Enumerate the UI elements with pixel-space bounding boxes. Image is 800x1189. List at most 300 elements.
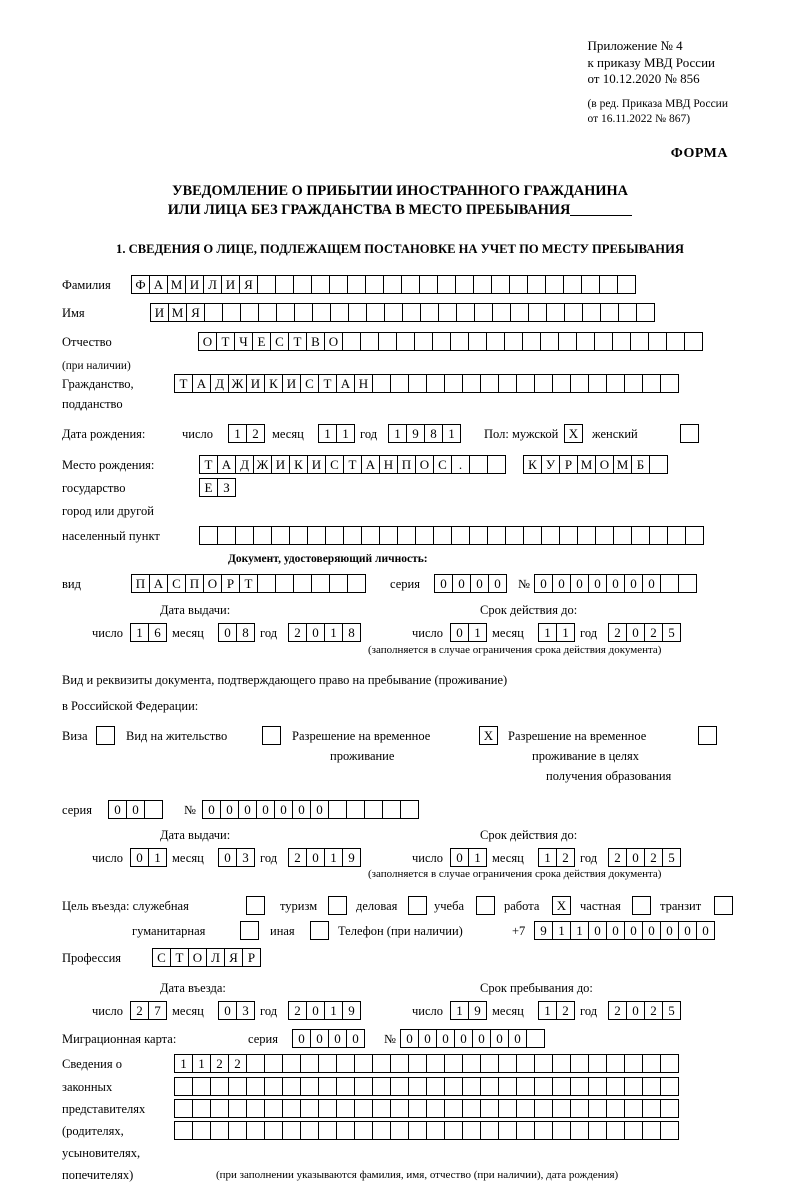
char-cell[interactable] <box>698 726 717 745</box>
field-perm-valid-day[interactable] <box>450 848 486 867</box>
char-cell[interactable] <box>570 1054 589 1073</box>
char-cell[interactable]: Е <box>199 478 218 497</box>
char-cell[interactable] <box>372 1054 391 1073</box>
char-cell[interactable]: У <box>541 455 560 474</box>
char-cell[interactable] <box>509 275 528 294</box>
char-cell[interactable] <box>678 574 697 593</box>
char-cell[interactable]: 0 <box>310 1029 329 1048</box>
char-cell[interactable]: К <box>289 455 308 474</box>
char-cell[interactable] <box>264 1099 283 1118</box>
char-cell[interactable]: Л <box>203 275 222 294</box>
char-cell[interactable] <box>396 332 415 351</box>
char-cell[interactable] <box>383 275 402 294</box>
char-cell[interactable]: О <box>595 455 614 474</box>
char-cell[interactable] <box>397 526 416 545</box>
char-cell[interactable] <box>426 1077 445 1096</box>
field-doc-issue-month[interactable] <box>218 623 254 642</box>
char-cell[interactable]: Х <box>552 896 571 915</box>
char-cell[interactable] <box>444 1077 463 1096</box>
field-doc-issue-day[interactable] <box>130 623 166 642</box>
char-cell[interactable]: 0 <box>218 848 237 867</box>
char-cell[interactable]: 0 <box>450 623 469 642</box>
char-cell[interactable] <box>462 1099 481 1118</box>
char-cell[interactable] <box>246 1077 265 1096</box>
char-cell[interactable] <box>642 1077 661 1096</box>
char-cell[interactable] <box>498 1054 517 1073</box>
char-cell[interactable] <box>300 1054 319 1073</box>
char-cell[interactable]: О <box>198 332 217 351</box>
char-cell[interactable]: 0 <box>606 921 625 940</box>
char-cell[interactable] <box>577 526 596 545</box>
char-cell[interactable]: 0 <box>454 1029 473 1048</box>
field-stay-year[interactable] <box>608 1001 680 1020</box>
char-cell[interactable]: С <box>270 332 289 351</box>
char-cell[interactable] <box>498 1121 517 1140</box>
char-cell[interactable] <box>419 275 438 294</box>
char-cell[interactable] <box>667 526 686 545</box>
char-cell[interactable]: И <box>185 275 204 294</box>
char-cell[interactable]: Р <box>221 574 240 593</box>
char-cell[interactable] <box>480 1121 499 1140</box>
char-cell[interactable]: 1 <box>324 623 343 642</box>
char-cell[interactable]: 0 <box>626 623 645 642</box>
char-cell[interactable] <box>559 526 578 545</box>
char-cell[interactable] <box>364 800 383 819</box>
char-cell[interactable]: О <box>415 455 434 474</box>
field-doc-series[interactable] <box>434 574 506 593</box>
char-cell[interactable] <box>606 1077 625 1096</box>
char-cell[interactable] <box>271 526 290 545</box>
char-cell[interactable] <box>474 303 493 322</box>
char-cell[interactable]: 0 <box>588 574 607 593</box>
char-cell[interactable]: Н <box>379 455 398 474</box>
char-cell[interactable] <box>293 574 312 593</box>
char-cell[interactable] <box>476 896 495 915</box>
char-cell[interactable]: 1 <box>552 921 571 940</box>
char-cell[interactable]: М <box>613 455 632 474</box>
char-cell[interactable]: 9 <box>468 1001 487 1020</box>
char-cell[interactable] <box>240 921 259 940</box>
checkbox-residence-permit[interactable] <box>262 726 280 745</box>
char-cell[interactable] <box>624 374 643 393</box>
char-cell[interactable]: 5 <box>662 1001 681 1020</box>
char-cell[interactable] <box>534 1054 553 1073</box>
char-cell[interactable]: 2 <box>210 1054 229 1073</box>
char-cell[interactable] <box>505 526 524 545</box>
checkbox-purpose-business[interactable] <box>408 896 426 915</box>
char-cell[interactable]: В <box>306 332 325 351</box>
char-cell[interactable]: И <box>150 303 169 322</box>
char-cell[interactable] <box>534 1099 553 1118</box>
char-cell[interactable]: 2 <box>228 1054 247 1073</box>
char-cell[interactable] <box>275 574 294 593</box>
field-perm-issue-year[interactable] <box>288 848 360 867</box>
char-cell[interactable] <box>414 332 433 351</box>
char-cell[interactable] <box>408 1077 427 1096</box>
char-cell[interactable] <box>680 424 699 443</box>
char-cell[interactable] <box>631 526 650 545</box>
char-cell[interactable] <box>624 1099 643 1118</box>
char-cell[interactable]: 8 <box>424 424 443 443</box>
char-cell[interactable]: 0 <box>588 921 607 940</box>
char-cell[interactable]: 0 <box>108 800 127 819</box>
char-cell[interactable] <box>649 455 668 474</box>
char-cell[interactable] <box>354 1099 373 1118</box>
char-cell[interactable]: А <box>217 455 236 474</box>
char-cell[interactable] <box>462 1121 481 1140</box>
char-cell[interactable]: 5 <box>662 848 681 867</box>
char-cell[interactable] <box>329 574 348 593</box>
char-cell[interactable] <box>401 275 420 294</box>
field-perm-valid-month[interactable] <box>538 848 574 867</box>
char-cell[interactable] <box>666 332 685 351</box>
char-cell[interactable] <box>382 800 401 819</box>
char-cell[interactable] <box>588 1077 607 1096</box>
char-cell[interactable]: 0 <box>626 1001 645 1020</box>
char-cell[interactable] <box>390 1077 409 1096</box>
char-cell[interactable] <box>330 303 349 322</box>
char-cell[interactable] <box>372 1077 391 1096</box>
char-cell[interactable]: 1 <box>538 623 557 642</box>
char-cell[interactable] <box>433 526 452 545</box>
char-cell[interactable] <box>300 1099 319 1118</box>
char-cell[interactable] <box>552 374 571 393</box>
char-cell[interactable] <box>522 332 541 351</box>
char-cell[interactable]: 0 <box>642 921 661 940</box>
char-cell[interactable]: 1 <box>324 1001 343 1020</box>
char-cell[interactable] <box>648 332 667 351</box>
char-cell[interactable] <box>325 526 344 545</box>
char-cell[interactable]: 8 <box>342 623 361 642</box>
field-birth-day[interactable] <box>228 424 264 443</box>
char-cell[interactable] <box>606 374 625 393</box>
char-cell[interactable] <box>444 1054 463 1073</box>
char-cell[interactable] <box>275 275 294 294</box>
char-cell[interactable]: С <box>300 374 319 393</box>
char-cell[interactable] <box>228 1077 247 1096</box>
char-cell[interactable] <box>384 303 403 322</box>
char-cell[interactable]: О <box>188 948 207 967</box>
char-cell[interactable] <box>365 275 384 294</box>
char-cell[interactable] <box>516 1054 535 1073</box>
char-cell[interactable] <box>372 1121 391 1140</box>
char-cell[interactable]: Т <box>239 574 258 593</box>
char-cell[interactable]: 0 <box>256 800 275 819</box>
char-cell[interactable] <box>558 332 577 351</box>
char-cell[interactable] <box>276 303 295 322</box>
char-cell[interactable] <box>378 332 397 351</box>
char-cell[interactable] <box>468 332 487 351</box>
char-cell[interactable] <box>264 1077 283 1096</box>
char-cell[interactable]: 2 <box>608 1001 627 1020</box>
field-birth-year[interactable] <box>388 424 460 443</box>
char-cell[interactable] <box>420 303 439 322</box>
char-cell[interactable] <box>469 455 488 474</box>
char-cell[interactable]: А <box>149 275 168 294</box>
char-cell[interactable]: 0 <box>696 921 715 940</box>
char-cell[interactable] <box>630 332 649 351</box>
field-profession[interactable] <box>152 948 260 967</box>
char-cell[interactable]: 0 <box>452 574 471 593</box>
char-cell[interactable]: 8 <box>236 623 255 642</box>
char-cell[interactable] <box>462 374 481 393</box>
char-cell[interactable]: 1 <box>336 424 355 443</box>
char-cell[interactable] <box>264 1054 283 1073</box>
char-cell[interactable] <box>642 1099 661 1118</box>
char-cell[interactable] <box>660 574 679 593</box>
char-cell[interactable] <box>444 1099 463 1118</box>
char-cell[interactable] <box>174 1077 193 1096</box>
char-cell[interactable]: 1 <box>318 424 337 443</box>
char-cell[interactable]: И <box>246 374 265 393</box>
char-cell[interactable]: Н <box>354 374 373 393</box>
char-cell[interactable] <box>144 800 163 819</box>
field-entry-month[interactable] <box>218 1001 254 1020</box>
field-perm-series[interactable] <box>108 800 162 819</box>
char-cell[interactable] <box>642 1054 661 1073</box>
field-birth-month[interactable] <box>318 424 354 443</box>
char-cell[interactable]: 0 <box>606 574 625 593</box>
char-cell[interactable] <box>649 526 668 545</box>
char-cell[interactable]: О <box>324 332 343 351</box>
char-cell[interactable] <box>552 1054 571 1073</box>
checkbox-sex-male[interactable] <box>564 424 582 443</box>
char-cell[interactable] <box>222 303 241 322</box>
char-cell[interactable] <box>450 332 469 351</box>
char-cell[interactable] <box>282 1054 301 1073</box>
checkbox-purpose-transit[interactable] <box>714 896 732 915</box>
char-cell[interactable]: 1 <box>442 424 461 443</box>
char-cell[interactable] <box>432 332 451 351</box>
char-cell[interactable] <box>312 303 331 322</box>
char-cell[interactable] <box>594 332 613 351</box>
char-cell[interactable] <box>310 921 329 940</box>
char-cell[interactable] <box>328 800 347 819</box>
char-cell[interactable] <box>487 455 506 474</box>
char-cell[interactable] <box>253 526 272 545</box>
char-cell[interactable]: Р <box>559 455 578 474</box>
char-cell[interactable] <box>343 526 362 545</box>
char-cell[interactable] <box>246 1099 265 1118</box>
char-cell[interactable]: 0 <box>624 921 643 940</box>
field-birth-place-city-b[interactable] <box>523 455 667 474</box>
char-cell[interactable] <box>480 1077 499 1096</box>
char-cell[interactable] <box>498 374 517 393</box>
char-cell[interactable]: 0 <box>306 848 325 867</box>
char-cell[interactable] <box>336 1099 355 1118</box>
char-cell[interactable] <box>564 303 583 322</box>
char-cell[interactable] <box>642 374 661 393</box>
char-cell[interactable]: 6 <box>148 623 167 642</box>
char-cell[interactable] <box>342 332 361 351</box>
char-cell[interactable] <box>528 303 547 322</box>
char-cell[interactable]: Я <box>224 948 243 967</box>
char-cell[interactable] <box>606 1099 625 1118</box>
char-cell[interactable] <box>282 1121 301 1140</box>
char-cell[interactable]: 0 <box>218 623 237 642</box>
char-cell[interactable] <box>235 526 254 545</box>
char-cell[interactable]: 1 <box>538 1001 557 1020</box>
char-cell[interactable]: Ч <box>234 332 253 351</box>
char-cell[interactable]: Д <box>235 455 254 474</box>
checkbox-temp-residence[interactable] <box>479 726 497 745</box>
char-cell[interactable]: 0 <box>418 1029 437 1048</box>
checkbox-purpose-service[interactable] <box>246 896 264 915</box>
char-cell[interactable]: 9 <box>406 424 425 443</box>
field-perm-issue-month[interactable] <box>218 848 254 867</box>
char-cell[interactable]: 1 <box>388 424 407 443</box>
char-cell[interactable] <box>246 896 265 915</box>
char-cell[interactable] <box>546 303 565 322</box>
char-cell[interactable]: Т <box>216 332 235 351</box>
char-cell[interactable]: 1 <box>468 623 487 642</box>
char-cell[interactable]: 2 <box>644 848 663 867</box>
char-cell[interactable] <box>294 303 313 322</box>
char-cell[interactable] <box>516 1077 535 1096</box>
char-cell[interactable] <box>714 896 733 915</box>
char-cell[interactable] <box>516 374 535 393</box>
char-cell[interactable] <box>480 1054 499 1073</box>
char-cell[interactable]: 0 <box>488 574 507 593</box>
char-cell[interactable] <box>390 1054 409 1073</box>
char-cell[interactable]: О <box>203 574 222 593</box>
char-cell[interactable] <box>348 303 367 322</box>
char-cell[interactable] <box>426 1054 445 1073</box>
char-cell[interactable]: 0 <box>274 800 293 819</box>
char-cell[interactable] <box>516 1121 535 1140</box>
char-cell[interactable] <box>473 275 492 294</box>
char-cell[interactable]: 0 <box>490 1029 509 1048</box>
char-cell[interactable] <box>282 1077 301 1096</box>
char-cell[interactable]: 1 <box>174 1054 193 1073</box>
char-cell[interactable] <box>96 726 115 745</box>
char-cell[interactable]: М <box>577 455 596 474</box>
char-cell[interactable] <box>660 1099 679 1118</box>
char-cell[interactable] <box>498 1077 517 1096</box>
char-cell[interactable]: 2 <box>556 848 575 867</box>
char-cell[interactable]: 2 <box>246 424 265 443</box>
char-cell[interactable] <box>300 1121 319 1140</box>
char-cell[interactable]: Х <box>564 424 583 443</box>
char-cell[interactable] <box>300 1077 319 1096</box>
char-cell[interactable]: С <box>167 574 186 593</box>
char-cell[interactable]: 0 <box>202 800 221 819</box>
char-cell[interactable] <box>192 1099 211 1118</box>
char-cell[interactable] <box>523 526 542 545</box>
char-cell[interactable] <box>246 1121 265 1140</box>
char-cell[interactable] <box>192 1121 211 1140</box>
field-entry-year[interactable] <box>288 1001 360 1020</box>
field-patronymic[interactable] <box>198 332 702 351</box>
char-cell[interactable]: 1 <box>324 848 343 867</box>
char-cell[interactable] <box>228 1099 247 1118</box>
char-cell[interactable] <box>336 1121 355 1140</box>
char-cell[interactable]: 1 <box>148 848 167 867</box>
char-cell[interactable] <box>480 374 499 393</box>
char-cell[interactable] <box>210 1099 229 1118</box>
field-phone[interactable] <box>534 921 714 940</box>
char-cell[interactable] <box>552 1077 571 1096</box>
char-cell[interactable] <box>613 526 632 545</box>
char-cell[interactable] <box>455 275 474 294</box>
char-cell[interactable] <box>282 1099 301 1118</box>
char-cell[interactable] <box>469 526 488 545</box>
char-cell[interactable] <box>437 275 456 294</box>
char-cell[interactable]: И <box>221 275 240 294</box>
char-cell[interactable]: 0 <box>126 800 145 819</box>
char-cell[interactable]: Я <box>186 303 205 322</box>
char-cell[interactable]: 0 <box>552 574 571 593</box>
char-cell[interactable] <box>240 303 259 322</box>
field-migration-number[interactable] <box>400 1029 544 1048</box>
field-birth-place-city-a[interactable] <box>397 455 505 474</box>
char-cell[interactable] <box>360 332 379 351</box>
char-cell[interactable] <box>576 332 595 351</box>
char-cell[interactable]: Т <box>199 455 218 474</box>
char-cell[interactable] <box>534 1077 553 1096</box>
char-cell[interactable]: 9 <box>342 848 361 867</box>
char-cell[interactable]: 0 <box>328 1029 347 1048</box>
char-cell[interactable] <box>624 1077 643 1096</box>
char-cell[interactable]: 0 <box>346 1029 365 1048</box>
char-cell[interactable]: А <box>361 455 380 474</box>
char-cell[interactable]: 0 <box>626 848 645 867</box>
char-cell[interactable]: Е <box>252 332 271 351</box>
field-legal-rep-row4[interactable] <box>174 1121 678 1140</box>
char-cell[interactable] <box>217 526 236 545</box>
field-birth-place-row3[interactable] <box>199 526 703 545</box>
char-cell[interactable]: 1 <box>228 424 247 443</box>
field-perm-valid-year[interactable] <box>608 848 680 867</box>
char-cell[interactable] <box>486 332 505 351</box>
char-cell[interactable]: 2 <box>556 1001 575 1020</box>
field-doc-issue-year[interactable] <box>288 623 360 642</box>
char-cell[interactable] <box>210 1077 229 1096</box>
char-cell[interactable]: Ф <box>131 275 150 294</box>
char-cell[interactable]: 2 <box>644 1001 663 1020</box>
char-cell[interactable]: 3 <box>236 848 255 867</box>
char-cell[interactable]: 5 <box>662 623 681 642</box>
char-cell[interactable]: 0 <box>472 1029 491 1048</box>
char-cell[interactable] <box>660 1121 679 1140</box>
char-cell[interactable]: 1 <box>450 1001 469 1020</box>
char-cell[interactable]: Л <box>206 948 225 967</box>
char-cell[interactable] <box>307 526 326 545</box>
char-cell[interactable] <box>390 374 409 393</box>
char-cell[interactable] <box>347 574 366 593</box>
char-cell[interactable]: 2 <box>608 623 627 642</box>
char-cell[interactable] <box>408 1121 427 1140</box>
char-cell[interactable]: Т <box>170 948 189 967</box>
char-cell[interactable]: 2 <box>288 623 307 642</box>
char-cell[interactable]: Р <box>242 948 261 967</box>
char-cell[interactable]: А <box>149 574 168 593</box>
char-cell[interactable] <box>318 1054 337 1073</box>
char-cell[interactable]: 0 <box>292 1029 311 1048</box>
char-cell[interactable] <box>257 574 276 593</box>
field-legal-rep-row1[interactable] <box>174 1054 678 1073</box>
field-legal-rep-row2[interactable] <box>174 1077 678 1096</box>
char-cell[interactable] <box>534 374 553 393</box>
char-cell[interactable] <box>563 275 582 294</box>
char-cell[interactable] <box>588 1054 607 1073</box>
char-cell[interactable] <box>451 526 470 545</box>
char-cell[interactable] <box>402 303 421 322</box>
char-cell[interactable]: 2 <box>644 623 663 642</box>
char-cell[interactable]: . <box>451 455 470 474</box>
char-cell[interactable] <box>660 374 679 393</box>
char-cell[interactable] <box>636 303 655 322</box>
